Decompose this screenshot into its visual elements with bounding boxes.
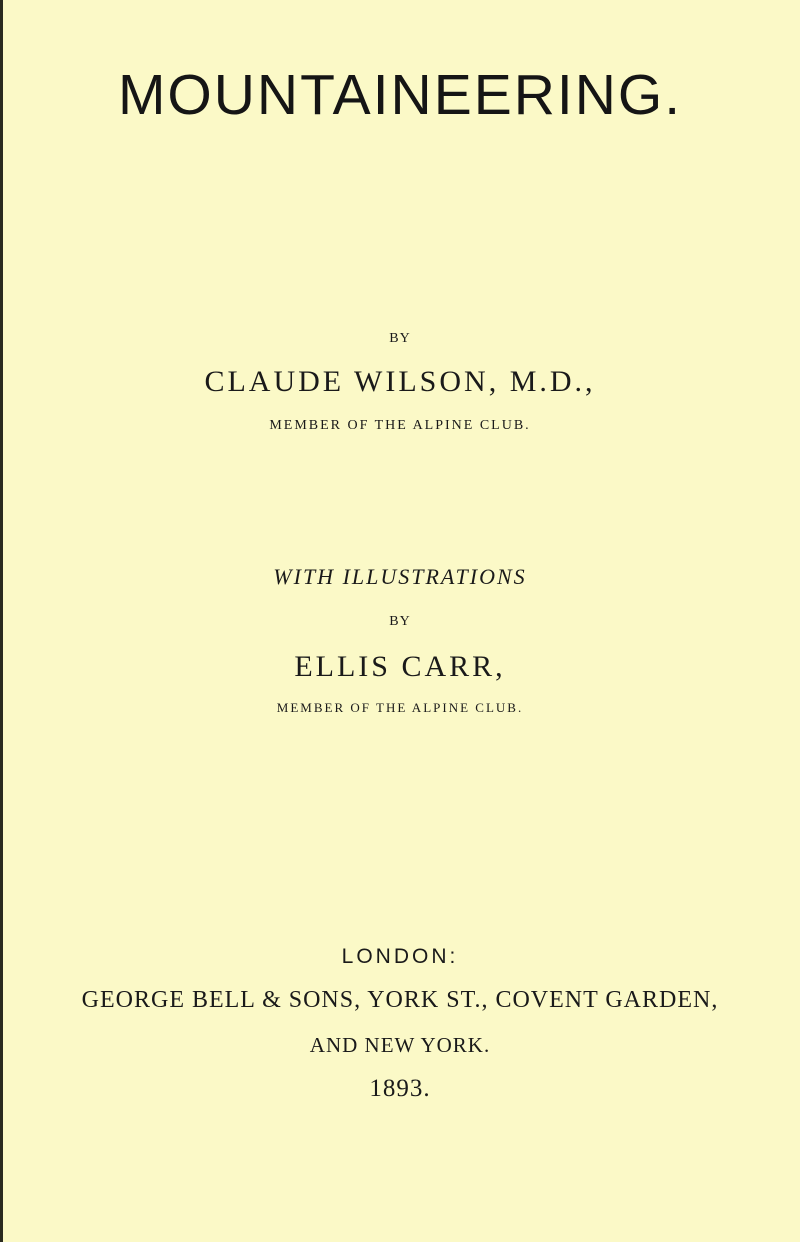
publication-year: 1893.	[369, 1075, 431, 1102]
author-affiliation: MEMBER OF THE ALPINE CLUB.	[269, 418, 531, 433]
illustrator-name: ELLIS CARR,	[294, 650, 506, 683]
publication-city: LONDON:	[341, 945, 459, 968]
illustrator-affiliation: MEMBER OF THE ALPINE CLUB.	[276, 700, 524, 715]
by-illustrator-label: BY	[389, 614, 411, 629]
by-author-label: BY	[389, 331, 411, 346]
book-title: MOUNTAINEERING.	[117, 63, 683, 127]
publisher-line: GEORGE BELL & SONS, YORK ST., COVENT GARDEN,	[81, 987, 719, 1013]
author-name: CLAUDE WILSON, M.D.,	[204, 365, 596, 398]
illustrations-line: WITH ILLUSTRATIONS	[273, 564, 527, 589]
publisher-line-continued: AND NEW YORK.	[309, 1033, 491, 1057]
